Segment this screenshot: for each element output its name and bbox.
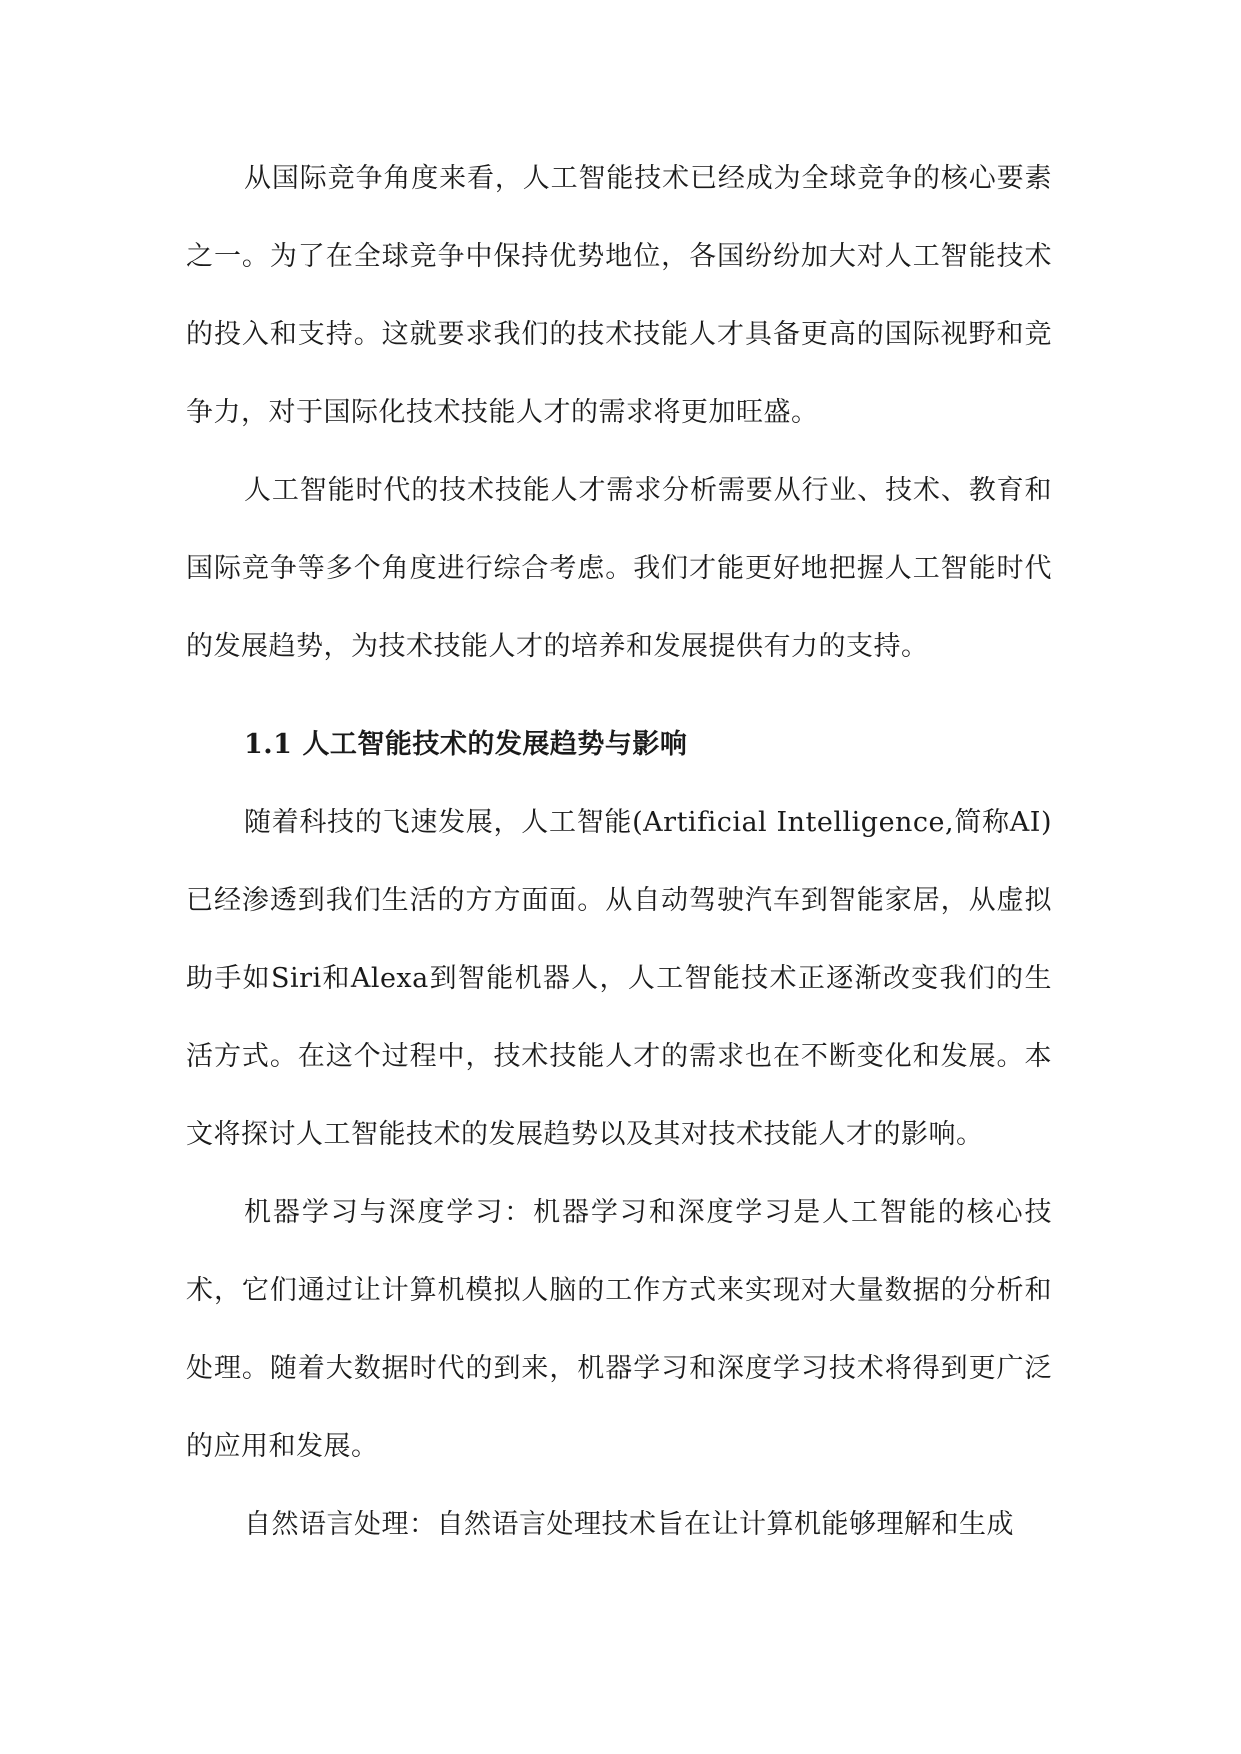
paragraph-machine-learning: 机器学习与深度学习：机器学习和深度学习是人工智能的核心技术，它们通过让计算机模拟人脑的工作方式来实现对大量数据的分析和处理。随着大数据时代的到来，机器学习和深度学习技术将得到更广泛的应用和发展。 [186,1197,1052,1462]
paragraph-international-competition: 从国际竞争角度来看，人工智能技术已经成为全球竞争的核心要素之一。为了在全球竞争中保持优势地位，各国纷纷加大对人工智能技术的投入和支持。这就要求我们的技术技能人才具备更高的国际视野和竞争力，对于国际化技术技能人才的需求将更加旺盛。 [186,163,1052,428]
paragraph-nlp: 自然语言处理：自然语言处理技术旨在让计算机能够理解和生成 [244,1509,1014,1540]
section-heading: 1.1 人工智能技术的发展趋势与影响 [244,729,688,760]
paragraph-talent-demand-analysis: 人工智能时代的技术技能人才需求分析需要从行业、技术、教育和国际竞争等多个角度进行综合考虑。我们才能更好地把握人工智能时代的发展趋势，为技术技能人才的培养和发展提供有力的支持。 [186,475,1052,662]
paragraph-ai-development: 随着科技的飞速发展，人工智能(Artificial Intelligence,简称AI)已经渗透到我们生活的方方面面。从自动驾驶汽车到智能家居，从虚拟助手如Siri和Alexa到智能机器人，人工智能技术正逐渐改变我们的生活方式。在这个过程中，技术技能人才的需求也在不断变化和发展。本文将探讨人工智能技术的发展趋势以及其对技术技能人才的影响。 [186,807,1052,1150]
document-body [186,140,1052,1564]
